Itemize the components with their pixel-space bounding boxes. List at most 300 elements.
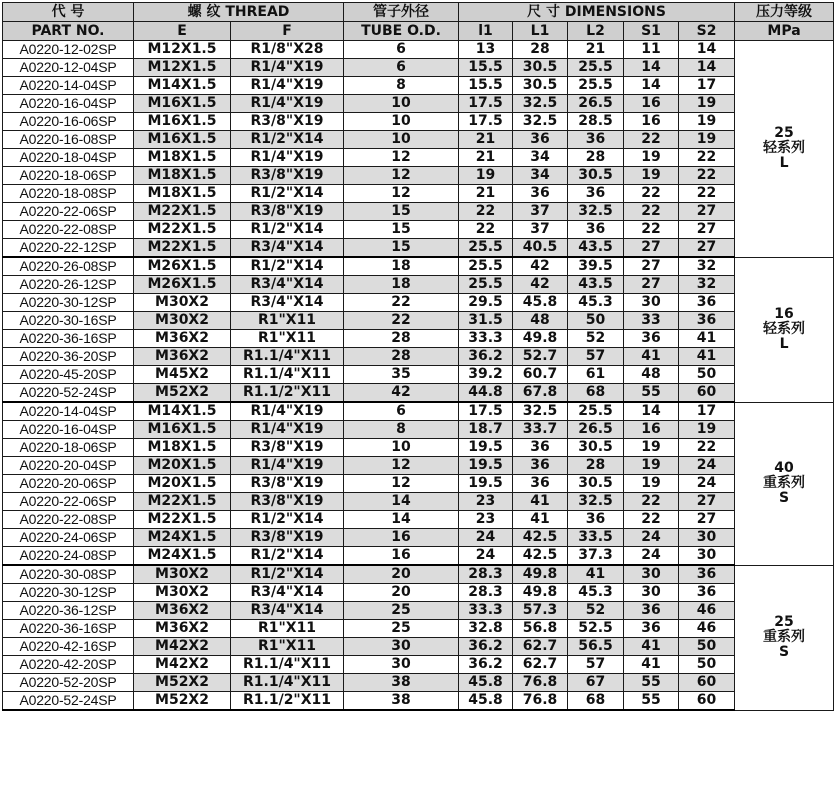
table-row: [3, 547, 834, 566]
cell-dim-L1: 40.5: [513, 239, 568, 258]
cell-thread-e: M36X2: [134, 620, 231, 638]
cell-thread-f: R1/2"X14: [231, 565, 344, 584]
cell-thread-e: M22X1.5: [134, 493, 231, 511]
cell-thread-e: M52X2: [134, 674, 231, 692]
pressure-grade-series: 重系列: [763, 475, 806, 491]
cell-dim-l1: 29.5: [459, 294, 513, 312]
cell-thread-f: R1.1/4"X11: [231, 348, 344, 366]
cell-dim-S2: 50: [679, 366, 735, 384]
cell-dim-L2: 57: [568, 656, 624, 674]
cell-dim-L2: 52.5: [568, 620, 624, 638]
cell-dim-L1: 57.3: [513, 602, 568, 620]
cell-thread-f: R3/4"X14: [231, 584, 344, 602]
cell-dim-S1: 55: [624, 384, 679, 403]
cell-dim-L1: 30.5: [513, 77, 568, 95]
cell-part-no: A0220-52-24SP: [3, 692, 134, 711]
cell-part-no: A0220-12-02SP: [3, 41, 134, 59]
cell-thread-f: R1"X11: [231, 620, 344, 638]
cell-dim-S2: 27: [679, 511, 735, 529]
cell-dim-S1: 14: [624, 402, 679, 421]
cell-dim-l1: 19.5: [459, 475, 513, 493]
cell-dim-S2: 50: [679, 638, 735, 656]
cell-thread-f: R3/8"X19: [231, 475, 344, 493]
cell-dim-L1: 37: [513, 221, 568, 239]
cell-thread-e: M26X1.5: [134, 276, 231, 294]
table-row: [3, 475, 834, 493]
cell-dim-S2: 30: [679, 529, 735, 547]
cell-part-no: A0220-26-12SP: [3, 276, 134, 294]
cell-dim-S2: 22: [679, 439, 735, 457]
cell-dim-L1: 42: [513, 257, 568, 276]
header-pressure-cn: 压力等级: [735, 3, 834, 22]
cell-dim-S1: 41: [624, 638, 679, 656]
cell-dim-S1: 22: [624, 185, 679, 203]
cell-thread-f: R1"X11: [231, 312, 344, 330]
table-row: [3, 439, 834, 457]
cell-dim-L2: 41: [568, 565, 624, 584]
cell-dim-L1: 32.5: [513, 113, 568, 131]
pressure-grade-code: S: [779, 644, 790, 660]
cell-dim-L1: 49.8: [513, 584, 568, 602]
cell-dim-l1: 15.5: [459, 77, 513, 95]
cell-dim-l1: 25.5: [459, 257, 513, 276]
cell-dim-S2: 60: [679, 674, 735, 692]
header-part-no-cn: 代 号: [3, 3, 134, 22]
header-thread: 螺 纹 THREAD: [134, 3, 344, 22]
cell-dim-S1: 36: [624, 330, 679, 348]
cell-dim-L1: 36: [513, 185, 568, 203]
cell-tube-od: 38: [344, 692, 459, 711]
cell-dim-S2: 17: [679, 402, 735, 421]
cell-thread-e: M12X1.5: [134, 41, 231, 59]
cell-dim-l1: 28.3: [459, 565, 513, 584]
cell-thread-f: R3/4"X14: [231, 276, 344, 294]
cell-dim-S2: 46: [679, 602, 735, 620]
cell-dim-l1: 25.5: [459, 239, 513, 258]
header-part-no-en: PART NO.: [3, 22, 134, 41]
cell-tube-od: 42: [344, 384, 459, 403]
cell-dim-l1: 19.5: [459, 439, 513, 457]
cell-thread-e: M36X2: [134, 330, 231, 348]
header-col-L1: L1: [513, 22, 568, 41]
cell-dim-S2: 60: [679, 384, 735, 403]
cell-dim-S2: 19: [679, 113, 735, 131]
cell-part-no: A0220-24-06SP: [3, 529, 134, 547]
cell-dim-l1: 21: [459, 185, 513, 203]
cell-dim-l1: 24: [459, 529, 513, 547]
cell-part-no: A0220-30-08SP: [3, 565, 134, 584]
pressure-grade-value: 40: [774, 460, 794, 476]
header-dimensions: 尺 寸 DIMENSIONS: [459, 3, 735, 22]
cell-tube-od: 12: [344, 167, 459, 185]
cell-part-no: A0220-30-12SP: [3, 584, 134, 602]
table-row: [3, 529, 834, 547]
cell-tube-od: 22: [344, 294, 459, 312]
cell-dim-l1: 17.5: [459, 402, 513, 421]
cell-tube-od: 15: [344, 239, 459, 258]
cell-dim-l1: 15.5: [459, 59, 513, 77]
cell-dim-S2: 32: [679, 257, 735, 276]
cell-tube-od: 15: [344, 221, 459, 239]
pressure-grade-cell: [735, 565, 834, 710]
cell-tube-od: 15: [344, 203, 459, 221]
cell-thread-e: M52X2: [134, 692, 231, 711]
cell-dim-L2: 32.5: [568, 493, 624, 511]
table-row: [3, 674, 834, 692]
cell-dim-S2: 41: [679, 330, 735, 348]
cell-dim-S1: 41: [624, 656, 679, 674]
cell-dim-S2: 14: [679, 59, 735, 77]
cell-dim-S2: 32: [679, 276, 735, 294]
cell-thread-e: M36X2: [134, 348, 231, 366]
cell-part-no: A0220-36-12SP: [3, 602, 134, 620]
cell-tube-od: 30: [344, 656, 459, 674]
cell-dim-L2: 52: [568, 602, 624, 620]
cell-part-no: A0220-22-08SP: [3, 221, 134, 239]
cell-dim-L1: 36: [513, 439, 568, 457]
cell-dim-L1: 42.5: [513, 529, 568, 547]
cell-tube-od: 6: [344, 402, 459, 421]
cell-dim-L2: 45.3: [568, 294, 624, 312]
table-row: [3, 384, 834, 403]
table-row: [3, 656, 834, 674]
pressure-grade-value: 16: [774, 306, 794, 322]
cell-part-no: A0220-42-16SP: [3, 638, 134, 656]
cell-thread-e: M42X2: [134, 638, 231, 656]
cell-part-no: A0220-14-04SP: [3, 77, 134, 95]
cell-thread-f: R1/2"X14: [231, 547, 344, 566]
cell-dim-L2: 25.5: [568, 402, 624, 421]
cell-tube-od: 6: [344, 41, 459, 59]
cell-dim-S2: 19: [679, 421, 735, 439]
cell-dim-S2: 24: [679, 457, 735, 475]
cell-dim-L1: 28: [513, 41, 568, 59]
cell-thread-e: M36X2: [134, 602, 231, 620]
cell-part-no: A0220-18-08SP: [3, 185, 134, 203]
cell-thread-e: M24X1.5: [134, 529, 231, 547]
cell-thread-e: M16X1.5: [134, 95, 231, 113]
cell-dim-L2: 43.5: [568, 239, 624, 258]
cell-dim-L1: 36: [513, 457, 568, 475]
cell-dim-S1: 22: [624, 221, 679, 239]
cell-dim-S2: 41: [679, 348, 735, 366]
cell-thread-f: R1/2"X14: [231, 257, 344, 276]
cell-dim-S1: 22: [624, 511, 679, 529]
table-row: [3, 584, 834, 602]
cell-dim-S1: 19: [624, 439, 679, 457]
cell-thread-e: M16X1.5: [134, 131, 231, 149]
table-row: [3, 312, 834, 330]
cell-dim-S1: 14: [624, 77, 679, 95]
table-row: [3, 511, 834, 529]
cell-thread-f: R1.1/4"X11: [231, 656, 344, 674]
cell-tube-od: 10: [344, 113, 459, 131]
cell-dim-l1: 36.2: [459, 348, 513, 366]
cell-dim-S1: 27: [624, 257, 679, 276]
cell-dim-L2: 25.5: [568, 59, 624, 77]
cell-dim-l1: 25.5: [459, 276, 513, 294]
cell-dim-L2: 36: [568, 221, 624, 239]
cell-dim-L2: 45.3: [568, 584, 624, 602]
pressure-grade-code: L: [779, 155, 789, 172]
cell-thread-e: M22X1.5: [134, 511, 231, 529]
cell-dim-l1: 23: [459, 511, 513, 529]
cell-dim-l1: 33.3: [459, 602, 513, 620]
cell-part-no: A0220-18-06SP: [3, 439, 134, 457]
cell-dim-l1: 33.3: [459, 330, 513, 348]
cell-thread-f: R3/8"X19: [231, 493, 344, 511]
cell-part-no: A0220-22-06SP: [3, 493, 134, 511]
cell-tube-od: 6: [344, 59, 459, 77]
cell-dim-S1: 30: [624, 584, 679, 602]
table-row: [3, 113, 834, 131]
pressure-grade-series: 轻系列: [763, 321, 806, 337]
cell-thread-f: R1/4"X19: [231, 95, 344, 113]
cell-dim-L1: 45.8: [513, 294, 568, 312]
table-row: [3, 221, 834, 239]
cell-dim-S1: 19: [624, 149, 679, 167]
cell-dim-L2: 25.5: [568, 77, 624, 95]
cell-dim-S2: 22: [679, 167, 735, 185]
table-row: [3, 77, 834, 95]
cell-dim-S1: 27: [624, 239, 679, 258]
table-row: [3, 59, 834, 77]
cell-dim-S1: 24: [624, 547, 679, 566]
cell-dim-S1: 19: [624, 167, 679, 185]
cell-thread-f: R1.1/2"X11: [231, 692, 344, 711]
cell-tube-od: 38: [344, 674, 459, 692]
cell-dim-S1: 30: [624, 565, 679, 584]
cell-tube-od: 12: [344, 149, 459, 167]
cell-dim-S1: 22: [624, 131, 679, 149]
cell-dim-L2: 37.3: [568, 547, 624, 566]
cell-thread-e: M22X1.5: [134, 203, 231, 221]
table-row: [3, 402, 834, 421]
cell-dim-l1: 39.2: [459, 366, 513, 384]
cell-part-no: A0220-36-16SP: [3, 620, 134, 638]
table-row: [3, 149, 834, 167]
table-row: [3, 602, 834, 620]
cell-thread-f: R1/4"X19: [231, 421, 344, 439]
cell-part-no: A0220-16-06SP: [3, 113, 134, 131]
cell-thread-e: M14X1.5: [134, 402, 231, 421]
cell-thread-f: R1"X11: [231, 330, 344, 348]
header-col-S1: S1: [624, 22, 679, 41]
cell-dim-S1: 16: [624, 421, 679, 439]
cell-dim-S2: 27: [679, 203, 735, 221]
cell-thread-e: M12X1.5: [134, 59, 231, 77]
table-row: [3, 131, 834, 149]
cell-dim-S2: 46: [679, 620, 735, 638]
pressure-grade-cell: [735, 41, 834, 258]
cell-dim-l1: 23: [459, 493, 513, 511]
cell-dim-l1: 31.5: [459, 312, 513, 330]
cell-part-no: A0220-18-04SP: [3, 149, 134, 167]
cell-dim-L2: 21: [568, 41, 624, 59]
cell-dim-l1: 36.2: [459, 638, 513, 656]
cell-dim-L1: 60.7: [513, 366, 568, 384]
cell-dim-L1: 62.7: [513, 656, 568, 674]
pressure-grade-cell: [735, 257, 834, 402]
cell-dim-L2: 28: [568, 457, 624, 475]
cell-dim-l1: 24: [459, 547, 513, 566]
cell-thread-e: M42X2: [134, 656, 231, 674]
spec-table-body: [3, 41, 834, 711]
cell-tube-od: 30: [344, 638, 459, 656]
cell-thread-e: M14X1.5: [134, 77, 231, 95]
cell-thread-f: R3/8"X19: [231, 113, 344, 131]
cell-part-no: A0220-22-06SP: [3, 203, 134, 221]
cell-dim-S2: 17: [679, 77, 735, 95]
cell-thread-f: R3/8"X19: [231, 439, 344, 457]
table-row: [3, 185, 834, 203]
header-tube-cn: 管子外径: [344, 3, 459, 22]
cell-thread-e: M16X1.5: [134, 421, 231, 439]
cell-dim-S1: 16: [624, 113, 679, 131]
cell-tube-od: 20: [344, 584, 459, 602]
cell-tube-od: 14: [344, 511, 459, 529]
cell-dim-S2: 30: [679, 547, 735, 566]
cell-dim-L1: 36: [513, 475, 568, 493]
cell-dim-S1: 22: [624, 493, 679, 511]
pressure-grade-value: 25: [774, 614, 794, 630]
cell-dim-L1: 56.8: [513, 620, 568, 638]
cell-dim-l1: 21: [459, 149, 513, 167]
pressure-grade-cell: [735, 402, 834, 565]
cell-dim-L2: 30.5: [568, 475, 624, 493]
cell-dim-S2: 22: [679, 149, 735, 167]
cell-part-no: A0220-24-08SP: [3, 547, 134, 566]
cell-thread-e: M30X2: [134, 294, 231, 312]
cell-dim-S2: 27: [679, 239, 735, 258]
cell-dim-L2: 36: [568, 511, 624, 529]
table-row: [3, 95, 834, 113]
cell-dim-L2: 68: [568, 384, 624, 403]
cell-dim-l1: 17.5: [459, 113, 513, 131]
fitting-spec-table: [2, 2, 834, 711]
cell-tube-od: 18: [344, 276, 459, 294]
cell-thread-f: R3/8"X19: [231, 203, 344, 221]
cell-thread-e: M20X1.5: [134, 457, 231, 475]
table-row: [3, 276, 834, 294]
table-row: [3, 239, 834, 258]
cell-dim-L1: 36: [513, 131, 568, 149]
cell-part-no: A0220-16-04SP: [3, 421, 134, 439]
cell-thread-f: R3/4"X14: [231, 294, 344, 312]
cell-part-no: A0220-30-12SP: [3, 294, 134, 312]
cell-dim-L1: 30.5: [513, 59, 568, 77]
cell-dim-S2: 27: [679, 493, 735, 511]
table-row: [3, 457, 834, 475]
pressure-grade-series: 重系列: [763, 629, 806, 645]
cell-part-no: A0220-16-04SP: [3, 95, 134, 113]
cell-thread-e: M26X1.5: [134, 257, 231, 276]
cell-dim-S2: 36: [679, 565, 735, 584]
cell-part-no: A0220-42-20SP: [3, 656, 134, 674]
header-row-1: [3, 3, 834, 22]
cell-thread-f: R1/2"X14: [231, 221, 344, 239]
cell-dim-L2: 26.5: [568, 95, 624, 113]
cell-dim-L2: 28: [568, 149, 624, 167]
cell-dim-S1: 33: [624, 312, 679, 330]
cell-part-no: A0220-36-16SP: [3, 330, 134, 348]
cell-thread-e: M18X1.5: [134, 149, 231, 167]
cell-dim-S1: 55: [624, 692, 679, 711]
cell-dim-L1: 32.5: [513, 402, 568, 421]
cell-dim-L2: 52: [568, 330, 624, 348]
cell-thread-f: R1/4"X19: [231, 402, 344, 421]
cell-tube-od: 25: [344, 602, 459, 620]
pressure-grade-code: S: [779, 490, 790, 506]
cell-dim-S1: 22: [624, 203, 679, 221]
cell-thread-f: R1.1/2"X11: [231, 384, 344, 403]
cell-dim-S1: 36: [624, 620, 679, 638]
cell-dim-S1: 19: [624, 475, 679, 493]
cell-dim-S1: 27: [624, 276, 679, 294]
cell-dim-L2: 36: [568, 131, 624, 149]
cell-part-no: A0220-36-20SP: [3, 348, 134, 366]
cell-tube-od: 16: [344, 529, 459, 547]
pressure-grade-value: 25: [774, 125, 794, 142]
cell-tube-od: 12: [344, 185, 459, 203]
cell-dim-L1: 52.7: [513, 348, 568, 366]
table-row: [3, 348, 834, 366]
table-row: [3, 493, 834, 511]
cell-dim-l1: 32.8: [459, 620, 513, 638]
cell-thread-f: R1/8"X28: [231, 41, 344, 59]
cell-dim-l1: 17.5: [459, 95, 513, 113]
cell-thread-e: M16X1.5: [134, 113, 231, 131]
cell-dim-L1: 41: [513, 511, 568, 529]
cell-thread-e: M22X1.5: [134, 239, 231, 258]
cell-dim-S1: 41: [624, 348, 679, 366]
cell-thread-e: M30X2: [134, 565, 231, 584]
pressure-grade-series: 轻系列: [763, 140, 806, 157]
cell-dim-L2: 56.5: [568, 638, 624, 656]
cell-dim-L2: 26.5: [568, 421, 624, 439]
cell-part-no: A0220-22-08SP: [3, 511, 134, 529]
cell-dim-L1: 76.8: [513, 674, 568, 692]
cell-tube-od: 18: [344, 257, 459, 276]
cell-thread-e: M52X2: [134, 384, 231, 403]
cell-dim-S1: 55: [624, 674, 679, 692]
cell-thread-f: R1.1/4"X11: [231, 366, 344, 384]
cell-dim-L2: 57: [568, 348, 624, 366]
cell-thread-e: M24X1.5: [134, 547, 231, 566]
cell-part-no: A0220-12-04SP: [3, 59, 134, 77]
cell-dim-L2: 61: [568, 366, 624, 384]
cell-dim-S1: 48: [624, 366, 679, 384]
header-col-e: E: [134, 22, 231, 41]
cell-dim-l1: 44.8: [459, 384, 513, 403]
table-row: [3, 366, 834, 384]
cell-dim-S1: 36: [624, 602, 679, 620]
cell-thread-e: M20X1.5: [134, 475, 231, 493]
cell-tube-od: 25: [344, 620, 459, 638]
cell-dim-l1: 22: [459, 203, 513, 221]
header-col-f: F: [231, 22, 344, 41]
cell-tube-od: 28: [344, 348, 459, 366]
cell-part-no: A0220-22-12SP: [3, 239, 134, 258]
cell-part-no: A0220-20-04SP: [3, 457, 134, 475]
cell-thread-f: R1"X11: [231, 638, 344, 656]
cell-dim-S2: 60: [679, 692, 735, 711]
cell-dim-L1: 33.7: [513, 421, 568, 439]
cell-part-no: A0220-18-06SP: [3, 167, 134, 185]
cell-dim-S2: 22: [679, 185, 735, 203]
table-row: [3, 565, 834, 584]
cell-part-no: A0220-16-08SP: [3, 131, 134, 149]
